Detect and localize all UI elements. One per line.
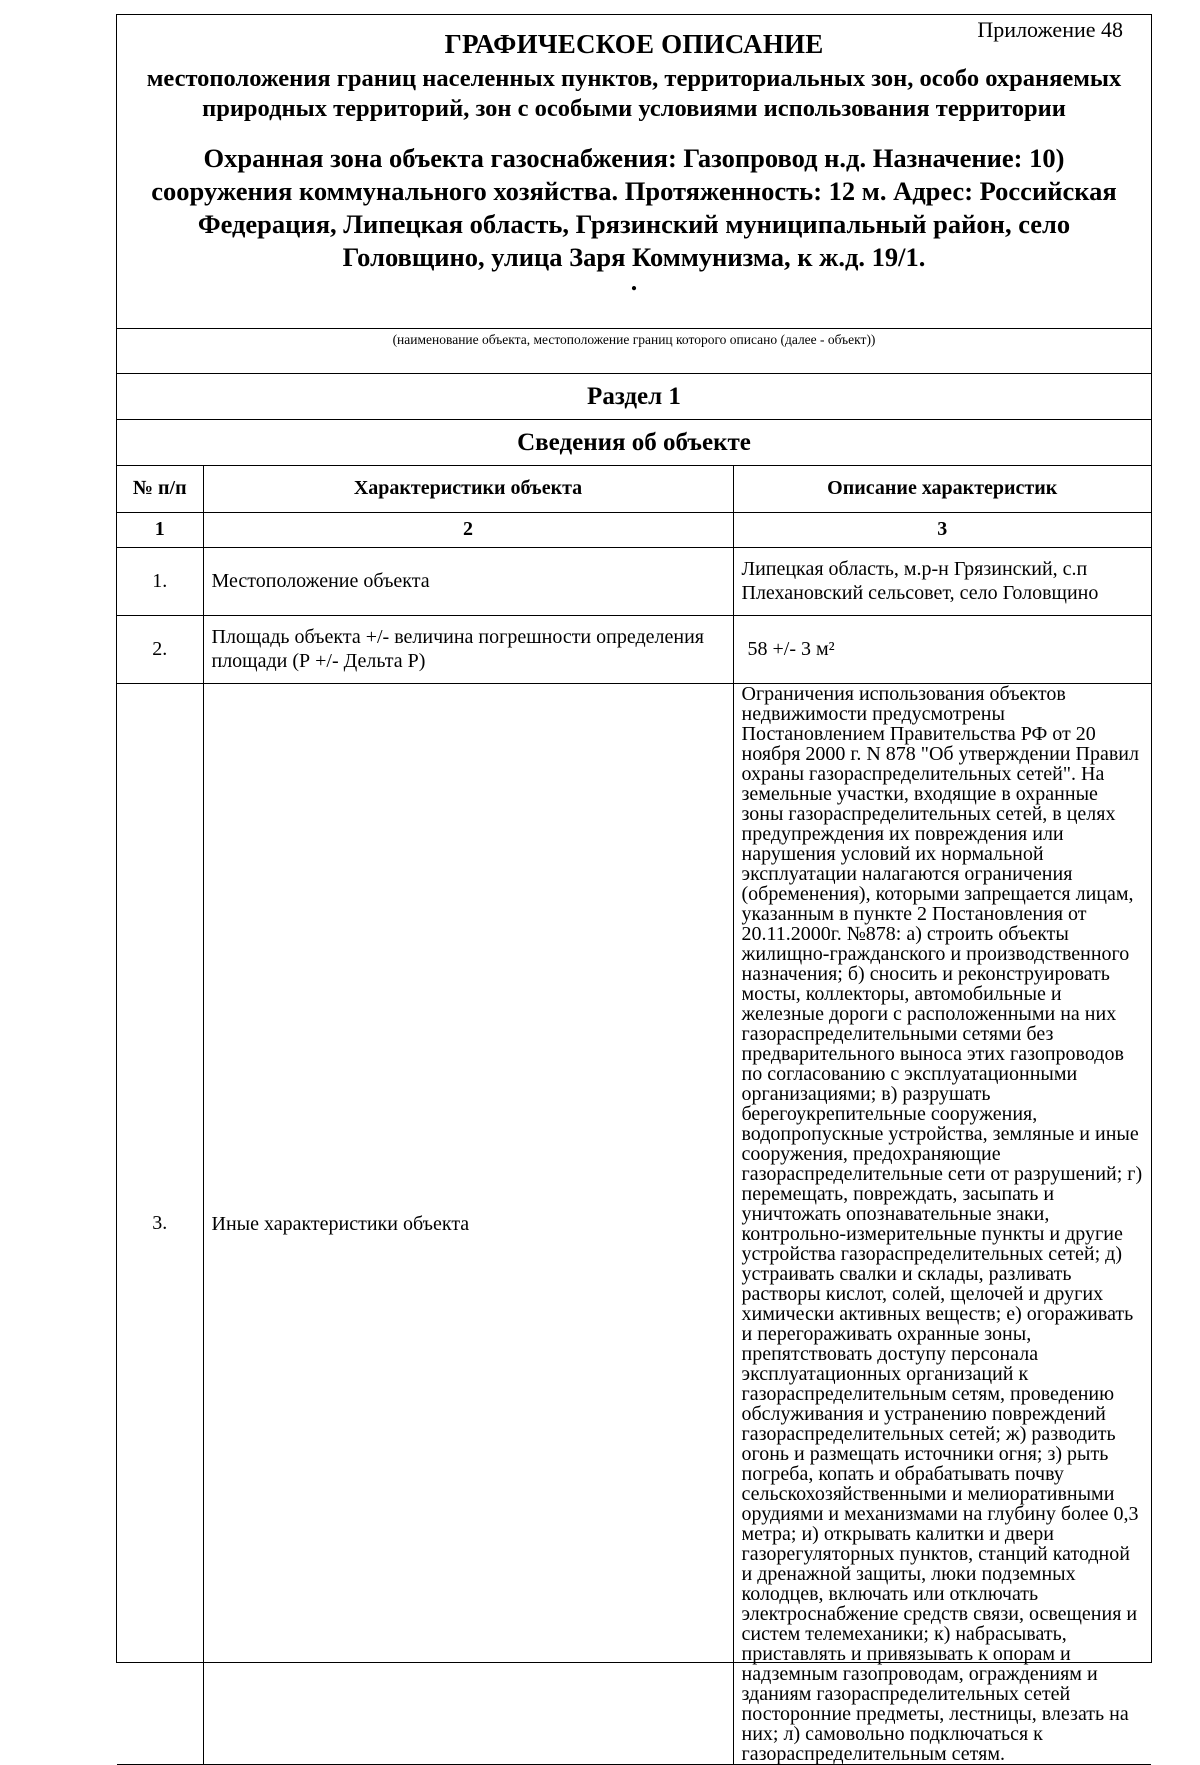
row-number: 1.	[117, 547, 203, 615]
object-caption: (наименование объекта, местоположение границ которого описано (далее - объект))	[117, 328, 1151, 374]
object-name-dot: .	[630, 267, 638, 296]
header-cell-description: Описание характеристик	[733, 466, 1151, 512]
row-characteristic: Площадь объекта +/- величина погрешности определения площади (Р +/- Дельта Р)	[203, 615, 733, 683]
table-row	[117, 547, 1151, 615]
document-title: ГРАФИЧЕСКОЕ ОПИСАНИЕ	[444, 29, 824, 59]
column-number-3: 3	[733, 512, 1151, 547]
document-header	[117, 15, 1151, 328]
row-characteristic: Иные характеристики объекта	[203, 683, 733, 1764]
document-subtitle: местоположения границ населенных пунктов, территориальных зон, особо охраняемых природных территорий, зон с особыми условиями использования территории	[146, 65, 1122, 122]
section-number: Раздел 1	[117, 374, 1151, 420]
section-name: Сведения об объекте	[117, 420, 1151, 466]
document-frame	[116, 14, 1152, 1765]
row-number: 2.	[117, 615, 203, 683]
row-number: 3.	[117, 683, 203, 1764]
row-characteristic: Местоположение объекта	[203, 547, 733, 615]
object-info-table	[117, 466, 1151, 1765]
appendix-label: Приложение 48	[977, 17, 1123, 42]
row-description: Ограничения использования объектов недвижимости предусмотрены Постановлением Правительства РФ от 20 ноября 2000 г. N 878 "Об утверждении Правил охраны газораспределительных сетей". На земельные участки, входящие в охранные зоны газораспределительных сетей, в целях предупреждения их повреждения или нарушения условий их нормальной эксплуатации налагаются ограничения (обременения), которыми запрещается лицам, указанным в пункте 2 Постановления от 20.11.2000г. №878: а) строить объекты жилищно-гражданского и производственного назначения; б) сносить и реконструировать мосты, коллекторы, автомобильные и железные дороги с расположенными на них газораспределительными сетями без предварительного выноса этих газопроводов по согласованию с эксплуатационными организациями; в) разрушать берегоукрепительные сооружения, водопропускные устройства, земляные и иные сооружения, предохраняющие газораспределительные сети от разрушений; г) перемещать, повреждать, засыпать и уничтожать опознавательные знаки, контрольно-измерительные пункты и другие устройства газораспределительных сетей; д) устраивать свалки и склады, разливать растворы кислот, солей, щелочей и других химически активных веществ; е) огораживать и перегораживать охранные зоны, препятствовать доступу персонала эксплуатационных организаций к газораспределительным сетям, проведению обслуживания и устранению повреждений газораспределительных сетей; ж) разводить огонь и размещать источники огня; з) рыть погреба, копать и обрабатывать почву сельскохозяйственными и мелиоративными орудиями и механизмами на глубину более 0,3 метра; и) открывать калитки и двери газорегуляторных пунктов, станций катодной и дренажной защиты, люки подземных колодцев, включать или отключать электроснабжение средств связи, освещения и систем телемеханики; к) набрасывать, приставлять и привязывать к опорам и надземным газопроводам, ограждениям и зданиям газораспределительных сетей посторонние предметы, лестницы, влезать на них; л) самовольно подключаться к газораспределительным сетям.	[733, 683, 1151, 1764]
object-name: Охранная зона объекта газоснабжения: Газопровод н.д. Назначение: 10) сооружения коммунального хозяйства. Протяженность: 12 м. Адрес: Российская Федерация, Липецкая область, Грязинский муниципальный район, село Головщино, улица Заря Коммунизма, к ж.д. 19/1.	[151, 143, 1117, 272]
header-cell-characteristic: Характеристики объекта	[203, 466, 733, 512]
row-description: 58 +/- 3 м²	[733, 615, 1151, 683]
table-row	[117, 683, 1151, 1764]
table-header-row	[117, 466, 1151, 512]
header-cell-number: № п/п	[117, 466, 203, 512]
column-number-2: 2	[203, 512, 733, 547]
table-column-numbers-row	[117, 512, 1151, 547]
row-description: Липецкая область, м.р-н Грязинский, с.п Плехановский сельсовет, село Головщино	[733, 547, 1151, 615]
table-row	[117, 615, 1151, 683]
column-number-1: 1	[117, 512, 203, 547]
